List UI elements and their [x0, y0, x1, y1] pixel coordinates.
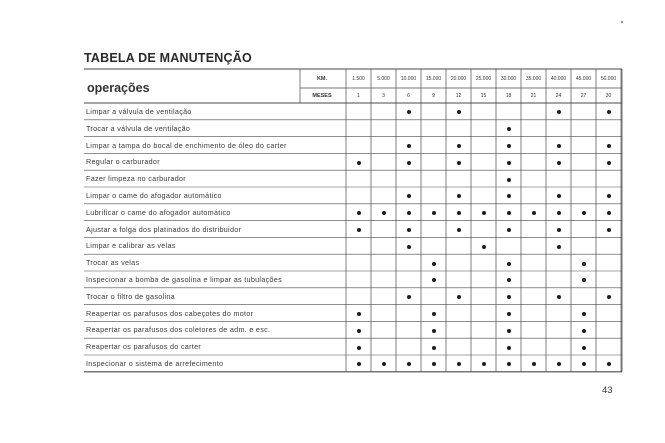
km-header-cell: 20.000: [450, 76, 467, 82]
maintenance-dot: [557, 245, 561, 249]
maintenance-dot: [507, 312, 511, 316]
maintenance-dot: [507, 262, 511, 266]
months-header-cell: 21: [530, 93, 537, 99]
maintenance-dot: [357, 346, 361, 350]
operation-label: Reapertar os parafusos dos coletores de adm. e esc.: [86, 325, 271, 335]
km-header-cell: 15.000: [425, 76, 442, 82]
maintenance-dot: [482, 245, 486, 249]
months-header-cell: 15: [480, 93, 487, 99]
maintenance-dot: [607, 211, 611, 215]
km-header-cell: 50.000: [600, 76, 617, 82]
maintenance-dot: [432, 346, 436, 350]
maintenance-dot: [607, 228, 611, 232]
maintenance-dot: [357, 329, 361, 333]
km-header-cell: 25.000: [475, 76, 492, 82]
maintenance-dot: [357, 362, 361, 366]
maintenance-dot: [457, 362, 461, 366]
maintenance-dot: [507, 127, 511, 131]
operation-label: Trocar a válvula de ventilação: [86, 123, 191, 133]
maintenance-dot: [507, 228, 511, 232]
maintenance-dot: [557, 362, 561, 366]
maintenance-dot: [507, 295, 511, 299]
km-header-cell: 1.500: [352, 76, 365, 82]
maintenance-dot: [457, 144, 461, 148]
operation-label: Fazer limpeza no carburador: [86, 174, 186, 184]
maintenance-dot: [557, 295, 561, 299]
maintenance-dot: [407, 110, 411, 114]
months-header-cell: 6: [407, 93, 410, 99]
operation-label: Trocar as velas: [86, 258, 140, 268]
operation-label: Regular o carburador: [86, 157, 160, 167]
maintenance-dot: [582, 278, 586, 282]
maintenance-dot: [557, 144, 561, 148]
km-header-cell: 45.000: [575, 76, 592, 82]
maintenance-dot: [432, 211, 436, 215]
maintenance-dot: [482, 362, 486, 366]
maintenance-dot: [432, 278, 436, 282]
operations-header: operações: [87, 81, 150, 95]
maintenance-dot: [457, 211, 461, 215]
maintenance-dot: [382, 211, 386, 215]
months-header-cell: 18: [505, 93, 512, 99]
maintenance-dot: [607, 362, 611, 366]
maintenance-dot: [432, 362, 436, 366]
months-label: MESES: [312, 93, 332, 99]
maintenance-dot: [507, 346, 511, 350]
maintenance-dot: [432, 312, 436, 316]
operation-label: Limpar a tampa do bocal de enchimento de óleo do carter: [86, 140, 287, 150]
operation-label: Inspecionar a bomba de gasolina e limpar as tubulações: [86, 275, 282, 284]
km-header-cell: 35.000: [525, 76, 542, 82]
maintenance-dot: [482, 211, 486, 215]
maintenance-dot: [607, 161, 611, 165]
operation-label: Limpar o came do afogador automático: [86, 191, 222, 200]
operation-label: Ajustar a folga dos platinados do distribuidor: [86, 224, 242, 234]
km-header-cell: 5.000: [377, 76, 390, 82]
maintenance-dot: [557, 194, 561, 198]
maintenance-dot: [457, 295, 461, 299]
maintenance-dot: [582, 362, 586, 366]
operation-label: Limpar e calibrar as velas: [86, 241, 176, 251]
km-header-cell: 10.000: [400, 76, 417, 82]
maintenance-dot: [507, 178, 511, 182]
maintenance-dot: [357, 161, 361, 165]
maintenance-dot: [607, 194, 611, 198]
maintenance-dot: [382, 362, 386, 366]
km-label: KM.: [316, 76, 328, 82]
maintenance-dot: [532, 211, 536, 215]
maintenance-dot: [557, 228, 561, 232]
operation-label: Reapertar os parafusos do carter: [86, 342, 202, 352]
operation-label: Lubrificar o came do afogador automático: [86, 207, 231, 217]
maintenance-dot: [532, 362, 536, 366]
operation-label: Reapertar os parafusos dos cabeçotes do motor: [86, 308, 254, 318]
maintenance-dot: [507, 362, 511, 366]
maintenance-dot: [407, 194, 411, 198]
maintenance-dot: [407, 161, 411, 165]
maintenance-dot: [582, 329, 586, 333]
maintenance-dot: [557, 110, 561, 114]
operation-label: Limpar a válvula de ventilação: [86, 107, 192, 116]
maintenance-dot: [557, 211, 561, 215]
maintenance-dot: [507, 194, 511, 198]
maintenance-dot: [407, 362, 411, 366]
maintenance-dot: [457, 161, 461, 165]
maintenance-dot: [582, 312, 586, 316]
maintenance-dot: [582, 262, 586, 266]
maintenance-dot: [407, 295, 411, 299]
maintenance-dot: [607, 144, 611, 148]
maintenance-dot: [457, 110, 461, 114]
km-header-cell: 40.000: [550, 76, 567, 82]
maintenance-dot: [457, 194, 461, 198]
maintenance-dot: [407, 228, 411, 232]
maintenance-dot: [432, 262, 436, 266]
months-header-cell: 30: [605, 93, 612, 99]
maintenance-dot: [507, 278, 511, 282]
maintenance-dot: [507, 329, 511, 333]
page-title: TABELA DE MANUTENÇÃO: [84, 51, 252, 65]
page-number: 43: [602, 385, 613, 396]
maintenance-dot: [582, 346, 586, 350]
maintenance-dot: [557, 161, 561, 165]
maintenance-dot: [357, 211, 361, 215]
months-header-cell: 24: [555, 93, 562, 99]
km-header-cell: 30.000: [500, 76, 517, 82]
maintenance-dot: [457, 228, 461, 232]
maintenance-dot: [507, 144, 511, 148]
months-header-cell: 3: [382, 93, 385, 99]
maintenance-dot: [432, 329, 436, 333]
operation-label: Trocar o filtro de gasolina: [86, 291, 175, 301]
months-header-cell: 12: [455, 93, 462, 99]
maintenance-dot: [357, 228, 361, 232]
maintenance-dot: [407, 245, 411, 249]
months-header-cell: 27: [580, 93, 587, 99]
maintenance-dot: [357, 312, 361, 316]
maintenance-dot: [407, 211, 411, 215]
maintenance-dot: [582, 211, 586, 215]
maintenance-dot: [507, 161, 511, 165]
maintenance-dot: [407, 144, 411, 148]
months-header-cell: 9: [432, 93, 435, 99]
maintenance-dot: [607, 110, 611, 114]
maintenance-dot: [507, 211, 511, 215]
months-header-cell: 1: [357, 93, 360, 99]
operation-label: Inspecionar o sistema de arrefecimento: [86, 359, 224, 368]
maintenance-dot: [607, 295, 611, 299]
